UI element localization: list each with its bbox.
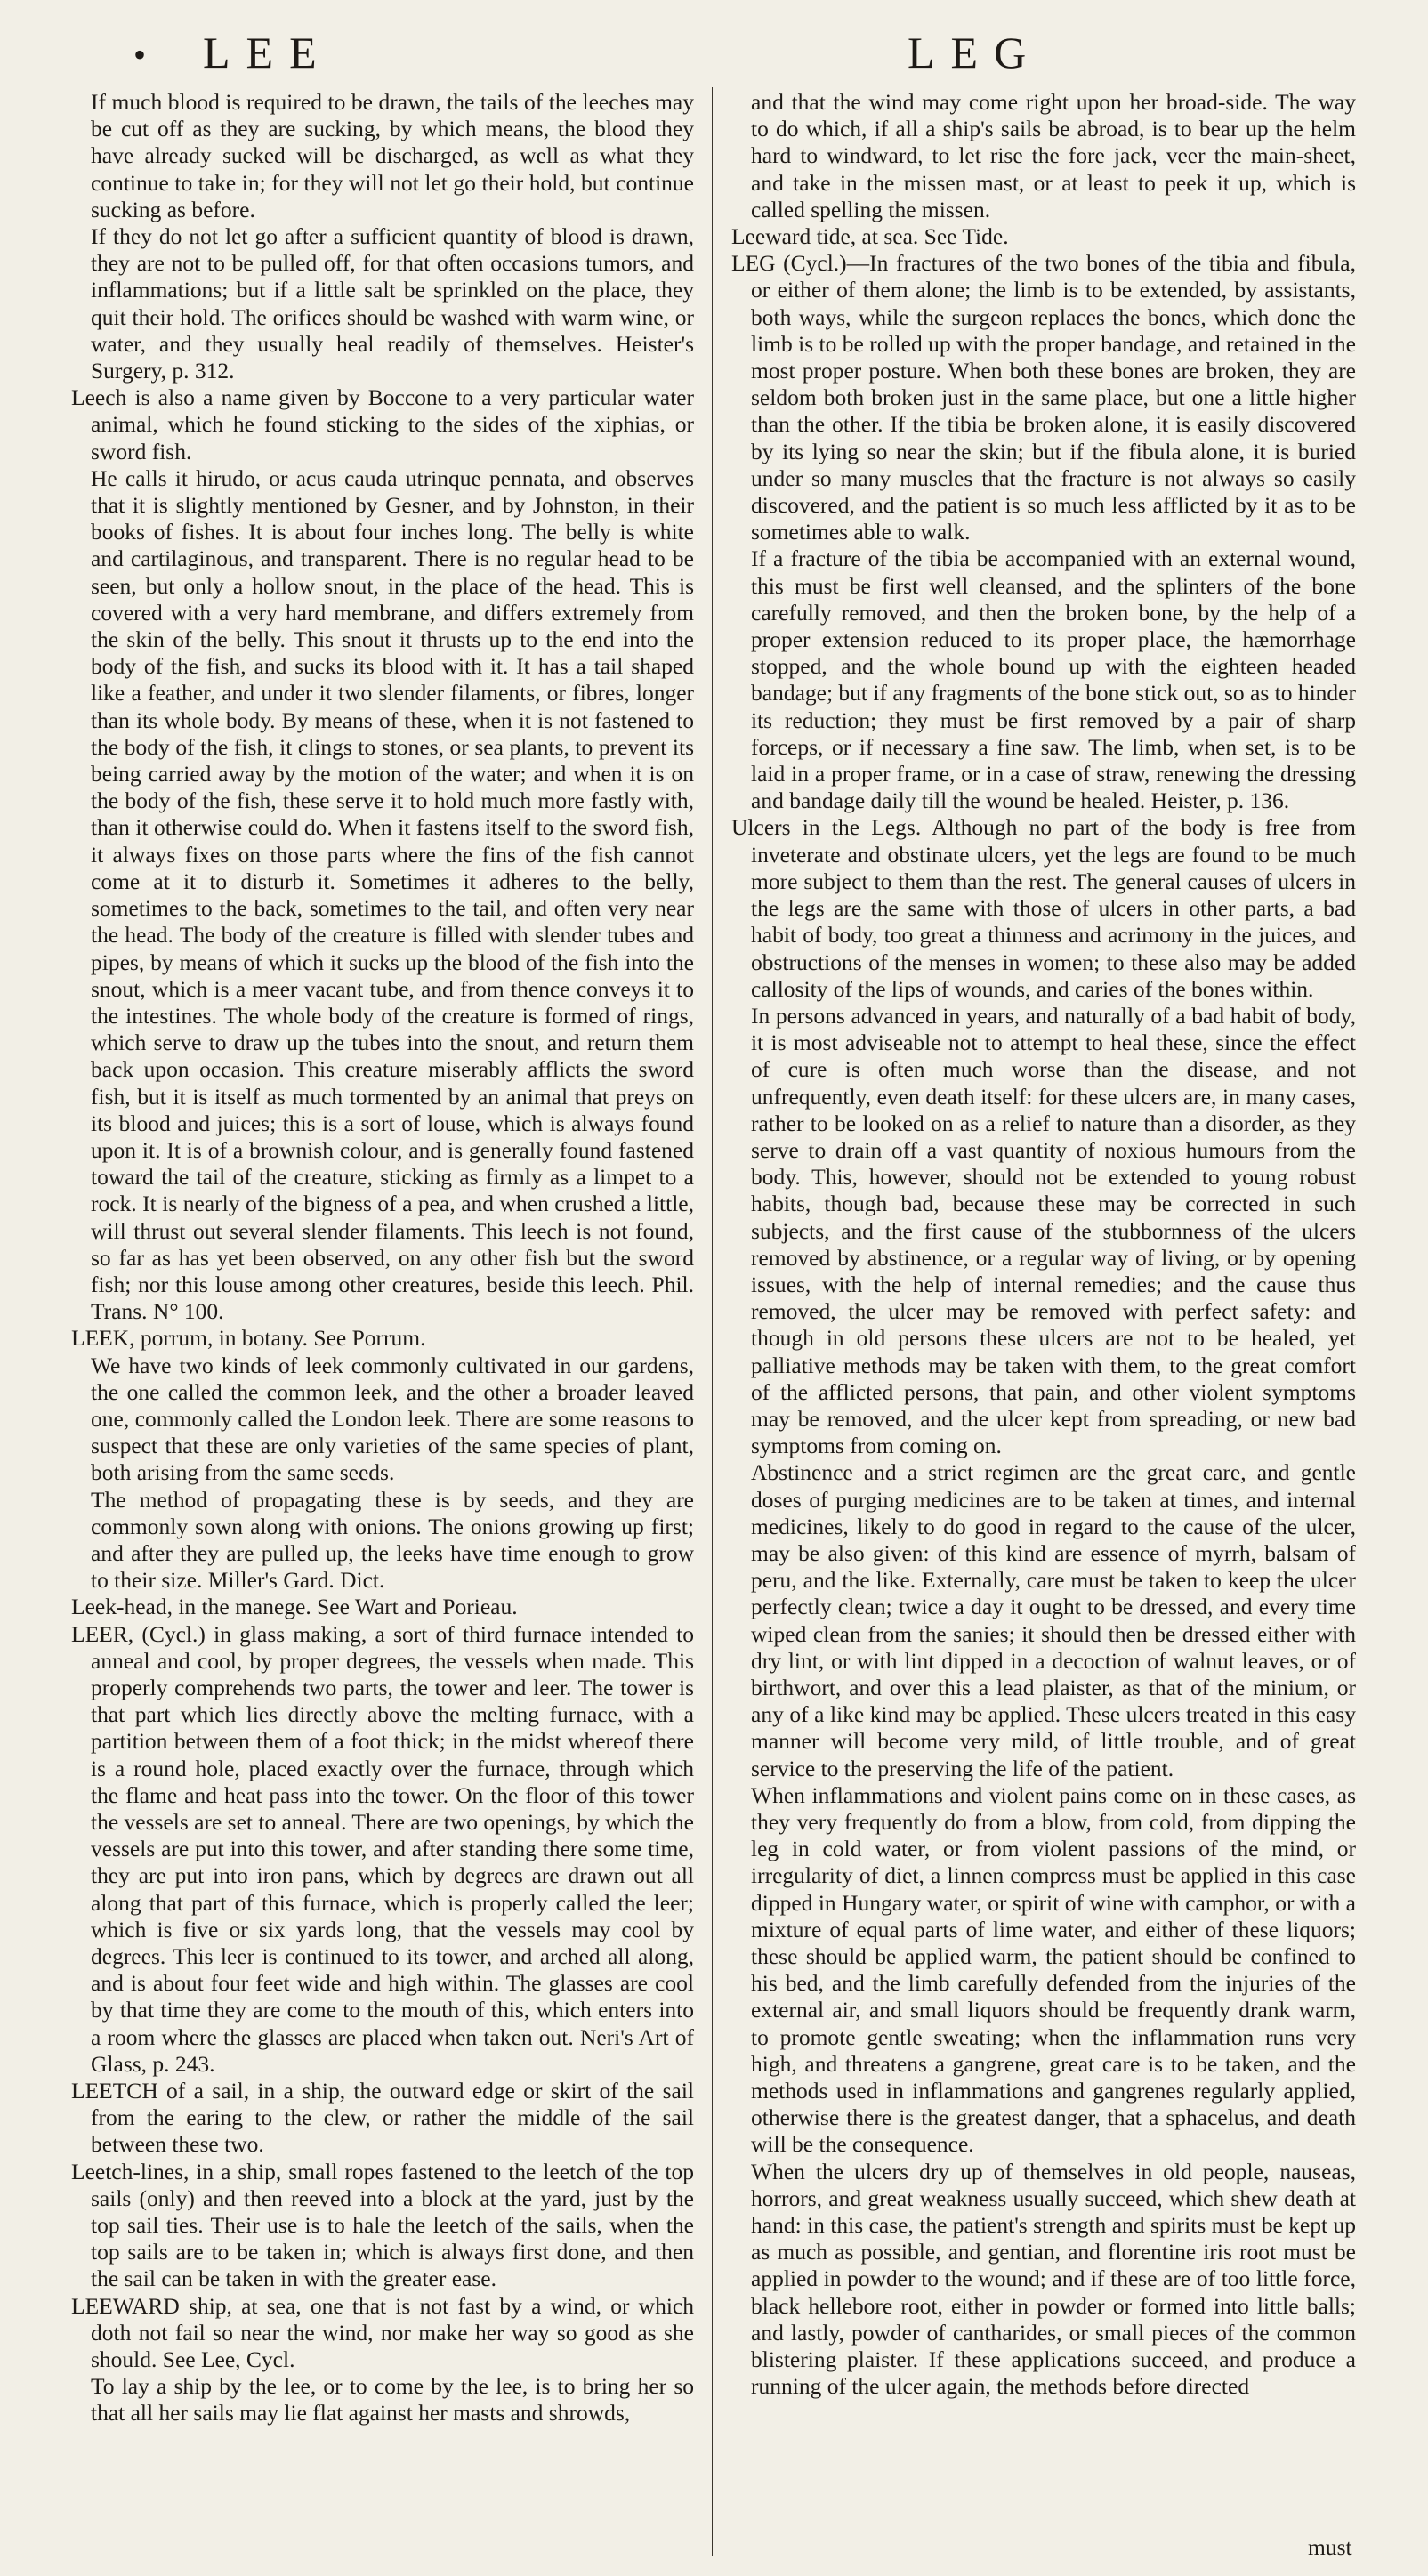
right-para: When the ulcers dry up of themselves in old people, nauseas, horrors, and great weakness usually succeed, which shew death at hand: in this case, the patient's strength and spirits must be kept up as much as possible, and gentian, and florentine iris root must be applied in powder to the wound; and if these are of too little force, black hellebore root, either in powder or formed into little balls; and lastly, powder of cantharides, or small pieces of the common blistering plaister. If these applications succeed, and produce a running of the ulcer again, the methods before directed [751,2158,1356,2400]
left-para: We have two kinds of leek commonly cultivated in our gardens, the one called the common leek, and the other a broader leaved one, commonly called the London leek. There are some reasons to suspect that these are only varieties of the same species of plant, both arising from the same seeds. [91,1352,694,1486]
left-para: To lay a ship by the lee, or to come by the lee, is to bring her so that all her sails may lie flat against her masts and shrowds, [91,2373,694,2427]
entry-leg: LEG (Cycl.)—In fractures of the two bones of the tibia and fibula, or either of them alone; the limb is to be extended, by assistants, both ways, while the surgeon replaces the bones, which done the limb is to be rolled up with the proper bandage, and retained in the most proper posture. When both these bones are broken, they are seldom both broken just in the same place, but one a little higher than the other. If the tibia be broken alone, it is easily discovered by its lying so near the skin; but if the fibula alone, it is buried under so many muscles that the fracture is not always so easily discovered, and the patient is so much less afflicted by it as to be sometimes able to walk. [731,250,1356,545]
entry-leeward: LEEWARD ship, at sea, one that is not fast by a wind, or which doth not fail so near the wind, nor make her way so good as she should. See Lee, Cycl. [71,2292,694,2373]
right-para: In persons advanced in years, and naturally of a bad habit of body, it is most adviseable not to attempt to heal these, since the effect of cure is often much worse than the disease, and not unfrequently, even death itself: for these ulcers are, in many cases, rather to be looked on as a relief to nature than a disorder, as they serve to drain off a vast quantity of noxious humours from the body. This, however, should not be extended to young robust habits, though bad, because these may be corrected in such subjects, and the first cause of the stubbornness of the ulcers removed by abstinence, or a regular way of living, or by opening issues, with the help of internal remedies; and the cause thus removed, the ulcer may be removed with perfect safety: and though in old persons these ulcers are not to be healed, yet palliative methods may be taken with them, to the great comfort of the afflicted persons, that pain, and other violent symptoms may be removed, and the ulcer kept from spreading, or new bad symptoms from coming on. [751,1002,1356,1459]
right-para: Abstinence and a strict regimen are the great care, and gentle doses of purging medicines are to be taken at times, and internal medicines, likely to do good in regard to the cause of the ulcer, may be also given: of this kind are essence of myrrh, balsam of peru, and the like. Externally, care must be taken to keep the ulcer perfectly clean; twice a day it ought to be dressed, and every time wiped clean from the sanies; it should then be dressed either with dry lint, or with lint dipped in a decoction of walnut leaves, or of birthwort, and over this a lead plaister, as that of the minium, or any of a like kind may be applied. These ulcers treated in this easy manner will become very mild, of little trouble, and of great service to the preserving the life of the patient. [751,1459,1356,1781]
left-para: He calls it hirudo, or acus cauda utrinque pennata, and observes that it is slightly mentioned by Gesner, and by Johnston, in their books of fishes. It is about four inches long. The belly is white and cartilaginous, and transparent. There is no regular head to be seen, but only a hollow snout, in the place of the head. This is covered with a very hard membrane, and differs extremely from the skin of the belly. This snout it thrusts up to the end into the body of the fish, and sucks its blood with it. It has a tail shaped like a feather, and under it two slender filaments, or fibres, longer than its whole body. By means of these, when it is not fastened to the body of the fish, it clings to stones, or sea plants, to prevent its being carried away by the motion of the water; and when it is on the body of the fish, these serve it to hold much more fastly with, than it otherwise could do. When it fastens itself to the sword fish, it always fixes on those parts where the fins of the fish cannot come at it to disturb it. Sometimes it adheres to the belly, sometimes to the back, sometimes to the tail, and often very near the head. The body of the creature is filled with slender tubes and pipes, by means of which it sucks up the blood of the fish into the snout, which is a meer vacant tube, and from thence conveys it to the intestines. The whole body of the creature is formed of rings, which serve to draw up the tubes into the snout, and return them back upon occasion. This creature miserably afflicts the sword fish, but it is itself as much tormented by an animal that preys on its blood and juices; this is a sort of louse, which is always found upon it. It is of a brownish colour, and is generally found fastened toward the tail of the creature, sticking as firmly as a limpet to a rock. It is nearly of the bigness of a pea, and when crushed a little, will thrust out several slender filaments. This leech is not found, so far as has yet been observed, on any other fish but the sword fish; nor this louse among other creatures, beside this leech. Phil. Trans. N° 100. [91,464,694,1325]
entry-ulcers-in-legs: Ulcers in the Legs. Although no part of the body is free from inveterate and obstinate ulcers, yet the legs are found to be much more subject to them than the rest. The general causes of ulcers in the legs are the same with those of ulcers in other parts, a bad habit of body, too great a thinness and acrimony in the juices, and obstructions of the menses in women; to these also may be added callosity of the lips of wounds, and caries of the bones within. [731,814,1356,1002]
header-bullet: • [133,35,147,75]
page-header [0,27,1428,80]
left-column [71,89,694,2427]
entry-leek: LEEK, porrum, in botany. See Porrum. [71,1325,426,1352]
header-right-word: LEG [908,28,1043,77]
right-para: and that the wind may come right upon her broad-side. The way to do which, if all a ship's sails be abroad, is to bear up the helm hard to windward, to let rise the fore jack, veer the main-sheet, and take in the missen mast, or at least to peek it up, which is called spelling the missen. [751,89,1356,222]
left-para: If much blood is required to be drawn, the tails of the leeches may be cut off as they are sucking, by which means, the blood they have already sucked will be discharged, as well as what they continue to take in; for they will not let go their hold, but continue sucking as before. [91,89,694,222]
entry-leech: Leech is also a name given by Boccone to a very particular water animal, which he found sticking to the sides of the xiphias, or sword fish. [71,384,694,464]
column-divider [712,87,713,2556]
right-para: If a fracture of the tibia be accompanied with an external wound, this must be first well cleansed, and the splinters of the bone carefully removed, and then the broken bone, by the help of a proper extension reduced to its proper place, the hæmorrhage stopped, and the whole bound up with the eighteen headed bandage; but if any fragments of the bone stick out, so as to hinder its reduction; they must be first removed by a pair of sharp forceps, or if necessary a fine saw. The limb, when set, is to be laid in a proper frame, or in a case of straw, renewing the dressing and bandage daily till the wound be healed. Heister, p. 136. [751,545,1356,814]
left-para: The method of propagating these is by seeds, and they are commonly sown along with onions. The onions growing up first; and after they are pulled up, the leeks have time enough to grow to their size. Miller's Gard. Dict. [91,1486,694,1594]
entry-leek-head: Leek-head, in the manege. See Wart and Porieau. [71,1594,518,1620]
left-para: If they do not let go after a sufficient quantity of blood is drawn, they are not to be pulled off, for that often occasions tumors, and inflammations; but if a little salt be sprinkled on the place, they quit their hold. The orifices should be washed with warm wine, or water, and they usually heal readily of themselves. Heister's Surgery, p. 312. [91,223,694,384]
catchword: must [1308,2534,1352,2560]
entry-leeward-tide: Leeward tide, at sea. See Tide. [731,223,1009,250]
entry-leetch-lines: Leetch-lines, in a ship, small ropes fastened to the leetch of the top sails (only) and then reeved into a block at the yard, just by the top sail ties. Their use is to hale the leetch of the sails, when the top sails are to be taken in; which is always first done, and then the sail can be taken in with the greater ease. [71,2158,694,2292]
entry-leer: LEER, (Cycl.) in glass making, a sort of third furnace intended to anneal and cool, by proper degrees, the vessels when made. This properly comprehends two parts, the tower and leer. The tower is that part which lies directly above the melting furnace, with a partition between them of a foot thick; in the midst whereof there is a round hole, placed exactly over the furnace, through which the flame and heat pass into the tower. On the floor of this tower the vessels are set to anneal. There are two openings, by which the vessels are put into this tower, and after standing there some time, they are put into iron pans, which by degrees are drawn out all along that part of this furnace, which is properly called the leer; which is five or six yards long, that the vessels may cool by degrees. This leer is continued to its tower, and arched all along, and is about four feet wide and high within. The glasses are cool by that time they are come to the mouth of this, which enters into a room where the glasses are placed when taken out. Neri's Art of Glass, p. 243. [71,1620,694,2077]
right-column [731,89,1356,2400]
right-para: When inflammations and violent pains come on in these cases, as they very frequently do from a blow, from cold, from dipping the leg in cold water, or from violent passions of the mind, or irregularity of diet, a linnen compress must be applied in this case dipped in Hungary water, or spirit of wine with camphor, or with a mixture of equal parts of lime water, and either of these liquors; these should be applied warm, the patient should be confined to his bed, and the limb carefully defended from the injuries of the external air, and small liquors should be frequently drank warm, to promote gentle sweating; when the inflammation runs very high, and threatens a gangrene, great care is to be taken, and the methods used in inflammations and gangrenes regularly applied, otherwise there is the greatest danger, that a sphacelus, and death will be the consequence. [751,1781,1356,2158]
entry-leetch: LEETCH of a sail, in a ship, the outward edge or skirt of the sail from the earing to the clew, or rather the middle of the sail between these two. [71,2078,694,2158]
header-left-word: LEE [203,28,333,77]
